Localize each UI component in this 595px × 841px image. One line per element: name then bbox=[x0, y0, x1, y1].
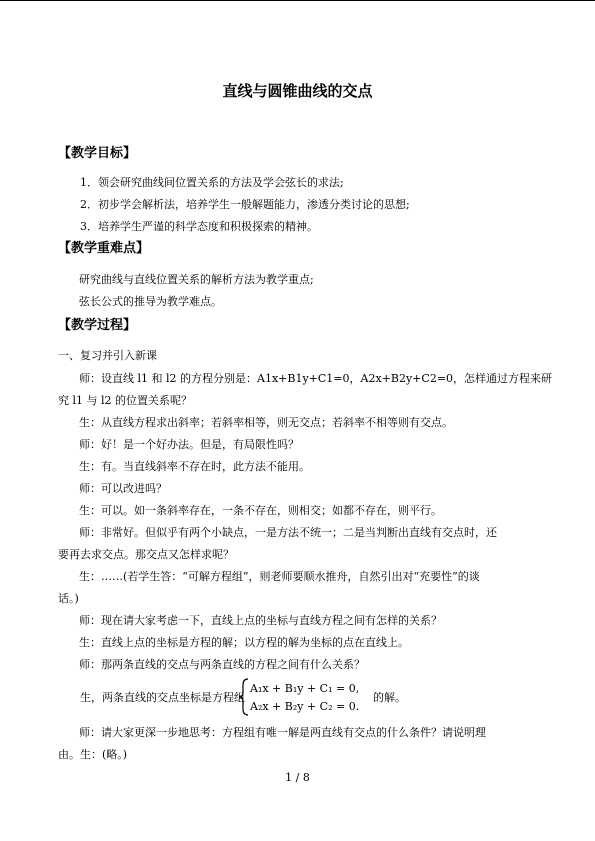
closing-line: 师：请大家更深一步地思考：方程组有唯一解是两直线有交点的什么条件？请说明理 bbox=[79, 726, 486, 739]
page-title: 直线与圆锥曲线的交点 bbox=[222, 82, 373, 100]
dialogue-line: 生：可以。如一条斜率存在，一条不存在，则相交；如都不存在，则平行。 bbox=[79, 504, 442, 517]
dialogue-line: 师：可以改进吗？ bbox=[79, 482, 167, 495]
goal-item: 3．培养学生严谨的科学态度和积极探索的精神。 bbox=[80, 220, 318, 233]
equation-row: A₁x + B₁y + C₁ = 0, bbox=[250, 682, 360, 695]
key-point-item: 弦长公式的推导为教学难点。 bbox=[79, 295, 222, 308]
goal-item: 2．初步学会解析法，培养学生一般解题能力，渗透分类讨论的思想; bbox=[80, 198, 410, 211]
equation-tail-text: 的解。 bbox=[373, 691, 406, 704]
page-number: 1 / 8 bbox=[285, 771, 310, 784]
dialogue-line: 究 l1 与 l2 的位置关系呢？ bbox=[58, 394, 193, 407]
brace-icon bbox=[239, 679, 248, 715]
key-point-item: 研究曲线与直线位置关系的解析方法为教学重点; bbox=[79, 273, 314, 286]
dialogue-line: 师：好！是一个好办法。但是，有局限性吗？ bbox=[79, 438, 299, 451]
equation-system bbox=[239, 677, 374, 717]
equation-row: A₂x + B₂y + C₂ = 0. bbox=[250, 700, 360, 713]
closing-line: 由。生：(略。) bbox=[58, 748, 128, 761]
key-points-heading: 【教学重难点】 bbox=[58, 241, 150, 256]
dialogue-line: 生：有。当直线斜率不存在时，此方法不能用。 bbox=[79, 460, 310, 473]
dialogue-line: 师：那两条直线的交点与两条直线的方程之间有什么关系？ bbox=[79, 658, 365, 671]
dialogue-line: 师：设直线 l1 和 l2 的方程分别是：A1x+B1y+C1=0，A2x+B2y+C2=0，怎样通过方程来研 bbox=[79, 372, 553, 385]
dialogue-line: 师：现在请大家考虑一下，直线上点的坐标与直线方程之间有怎样的关系？ bbox=[79, 614, 442, 627]
dialogue-line: 生：……(若学生答：“可解方程组”，则老师要顺水推舟，自然引出对“充要性”的谈 bbox=[79, 570, 480, 583]
equation-lead-text: 生，两条直线的交点坐标是方程组 bbox=[80, 691, 245, 704]
dialogue-line: 话。) bbox=[58, 592, 79, 605]
equation-system-line bbox=[71, 677, 471, 717]
dialogue-line: 要再去求交点。那交点又怎样求呢？ bbox=[58, 548, 234, 561]
goal-item: 1．领会研究曲线间位置关系的方法及学会弦长的求法; bbox=[80, 176, 344, 189]
process-heading: 【教学过程】 bbox=[58, 318, 137, 333]
goals-heading: 【教学目标】 bbox=[58, 146, 137, 161]
process-subheading: 一、复习并引入新课 bbox=[58, 349, 157, 362]
dialogue-line: 生：从直线方程求出斜率；若斜率相等，则无交点；若斜率不相等则有交点。 bbox=[79, 416, 453, 429]
dialogue-line: 生：直线上点的坐标是方程的解；以方程的解为坐标的点在直线上。 bbox=[79, 636, 409, 649]
dialogue-line: 师：非常好。但似乎有两个小缺点，一是方法不统一；二是当判断出直线有交点时，还 bbox=[79, 526, 497, 539]
